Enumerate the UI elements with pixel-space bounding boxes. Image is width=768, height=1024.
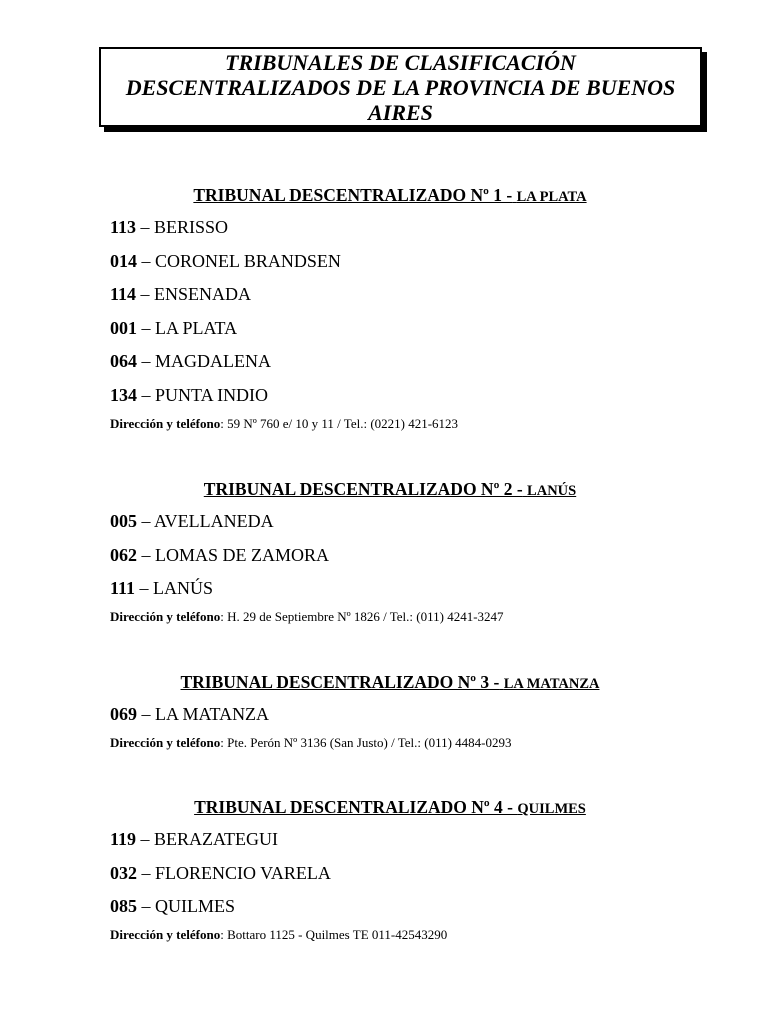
section-heading: TRIBUNAL DESCENTRALIZADO Nº 2 - LANÚS [203, 479, 577, 499]
list-item: 014 – CORONEL BRANDSEN [110, 250, 341, 271]
address-line: Dirección y teléfono: H. 29 de Septiembre Nº 1826 / Tel.: (011) 4241-3247 [110, 608, 504, 624]
section-heading: TRIBUNAL DESCENTRALIZADO Nº 3 - LA MATANZA [180, 672, 600, 692]
section-heading: TRIBUNAL DESCENTRALIZADO Nº 4 - QUILMES [194, 797, 586, 817]
list-item: 111 – LANÚS [110, 578, 214, 599]
list-item: 001 – LA PLATA [110, 317, 238, 338]
tribunal-section-2 [110, 476, 670, 626]
address-line: Dirección y teléfono: Bottaro 1125 - Quilmes TE 011-42543290 [110, 926, 448, 942]
list-item: 134 – PUNTA INDIO [110, 384, 269, 405]
address-line: Dirección y teléfono: Pte. Perón Nº 3136 (San Justo) / Tel.: (011) 4484-0293 [110, 734, 512, 750]
list-item: 114 – ENSENADA [110, 284, 252, 305]
list-item: 069 – LA MATANZA [110, 704, 270, 724]
tribunal-section-3 [110, 669, 670, 752]
document-title [99, 47, 702, 127]
tribunal-section-4 [110, 794, 670, 944]
title-line: DESCENTRALIZADOS DE LA PROVINCIA DE BUENOS [125, 74, 676, 100]
list-item: 032 – FLORENCIO VARELA [110, 862, 331, 883]
title-line: AIRES [368, 99, 433, 125]
list-item: 062 – LOMAS DE ZAMORA [110, 544, 330, 565]
list-item: 064 – MAGDALENA [110, 351, 271, 372]
list-item: 005 – AVELLANEDA [110, 511, 274, 531]
section-heading: TRIBUNAL DESCENTRALIZADO Nº 1 - LA PLATA [193, 185, 587, 205]
list-item: 119 – BERAZATEGUI [110, 829, 279, 849]
address-line: Dirección y teléfono: 59 Nº 760 e/ 10 y 11 / Tel.: (0221) 421-6123 [110, 415, 459, 431]
tribunal-section-1 [110, 182, 670, 433]
list-item: 113 – BERISSO [110, 217, 229, 237]
list-item: 085 – QUILMES [110, 896, 235, 917]
title-line: TRIBUNALES DE CLASIFICACIÓN [225, 49, 576, 75]
